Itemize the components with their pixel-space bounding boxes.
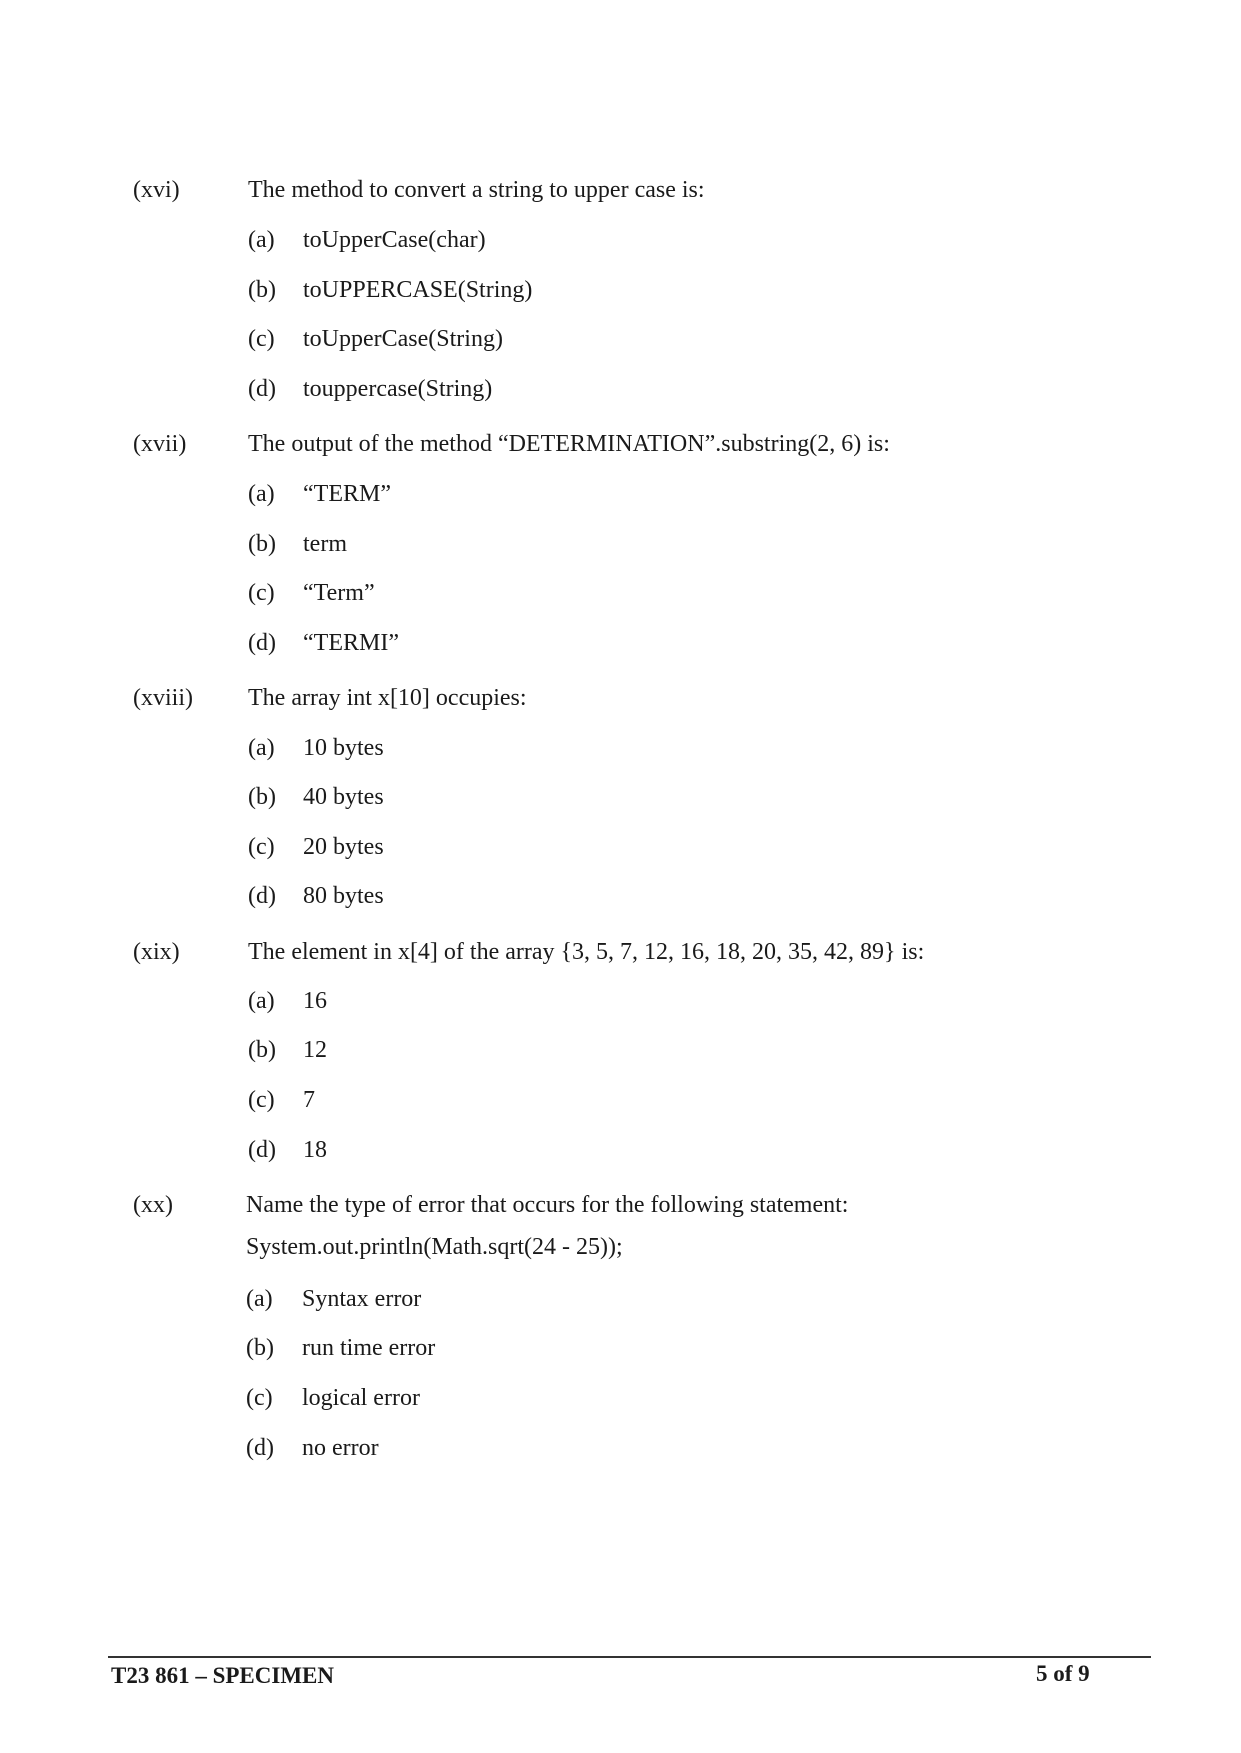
option-label: (a) bbox=[248, 481, 275, 507]
option-text: 10 bytes bbox=[303, 735, 384, 761]
option-label: (a) bbox=[246, 1286, 273, 1312]
question-text: The element in x[4] of the array {3, 5, 7, 12, 16, 18, 20, 35, 42, 89} is: bbox=[248, 939, 925, 965]
option-item bbox=[0, 1284, 800, 1314]
option-text: “Term” bbox=[303, 580, 375, 606]
question-number: (xix) bbox=[133, 939, 180, 965]
option-label: (c) bbox=[246, 1385, 273, 1411]
option-item bbox=[0, 782, 800, 812]
option-text: run time error bbox=[302, 1335, 436, 1361]
option-text: 40 bytes bbox=[303, 784, 384, 810]
option-text: 12 bbox=[303, 1037, 327, 1063]
option-item bbox=[0, 275, 800, 305]
option-label: (a) bbox=[248, 735, 275, 761]
option-item bbox=[0, 628, 800, 658]
question-text: The method to convert a string to upper case is: bbox=[248, 177, 705, 203]
option-text: Syntax error bbox=[302, 1286, 422, 1312]
question-number: (xvi) bbox=[133, 177, 180, 203]
option-item bbox=[0, 1433, 800, 1463]
option-text: 7 bbox=[303, 1087, 315, 1113]
option-item bbox=[0, 578, 800, 608]
option-label: (d) bbox=[248, 376, 276, 402]
option-text: touppercase(String) bbox=[303, 376, 493, 402]
option-text: 20 bytes bbox=[303, 834, 384, 860]
option-text: “TERMI” bbox=[303, 630, 399, 656]
page-number: 5 of 9 bbox=[1036, 1661, 1090, 1686]
question-number: (xviii) bbox=[133, 685, 193, 711]
option-label: (c) bbox=[248, 580, 275, 606]
question-number: (xvii) bbox=[133, 431, 187, 457]
option-item bbox=[0, 479, 800, 509]
option-item bbox=[0, 733, 800, 763]
option-text: logical error bbox=[302, 1385, 420, 1411]
option-label: (b) bbox=[246, 1335, 274, 1361]
option-item bbox=[0, 1035, 800, 1065]
option-label: (a) bbox=[248, 988, 275, 1014]
option-label: (d) bbox=[248, 883, 276, 909]
option-item bbox=[0, 832, 800, 862]
option-text: 80 bytes bbox=[303, 883, 384, 909]
option-label: (b) bbox=[248, 277, 276, 303]
option-item bbox=[0, 1333, 800, 1363]
option-label: (c) bbox=[248, 834, 275, 860]
option-item bbox=[0, 1383, 800, 1413]
option-item bbox=[0, 374, 800, 404]
option-item bbox=[0, 324, 800, 354]
option-text: toUpperCase(String) bbox=[303, 326, 503, 352]
option-text: “TERM” bbox=[303, 481, 391, 507]
option-label: (b) bbox=[248, 784, 276, 810]
option-text: 16 bbox=[303, 988, 327, 1014]
option-label: (d) bbox=[246, 1435, 274, 1461]
option-text: term bbox=[303, 531, 347, 557]
option-label: (b) bbox=[248, 1037, 276, 1063]
footer-divider bbox=[108, 1656, 1151, 1658]
option-text: toUpperCase(char) bbox=[303, 227, 486, 253]
question-text: The array int x[10] occupies: bbox=[248, 685, 527, 711]
option-item bbox=[0, 1135, 800, 1165]
option-text: no error bbox=[302, 1435, 379, 1461]
code-statement: System.out.println(Math.sqrt(24 - 25)); bbox=[246, 1234, 623, 1260]
option-item bbox=[0, 986, 800, 1016]
option-label: (d) bbox=[248, 1137, 276, 1163]
question-number: (xx) bbox=[133, 1192, 173, 1218]
option-label: (c) bbox=[248, 1087, 275, 1113]
paper-code: T23 861 – SPECIMEN bbox=[111, 1663, 334, 1688]
option-item bbox=[0, 225, 800, 255]
option-label: (b) bbox=[248, 531, 276, 557]
option-label: (c) bbox=[248, 326, 275, 352]
option-text: toUPPERCASE(String) bbox=[303, 277, 533, 303]
question-text: Name the type of error that occurs for the following statement: bbox=[246, 1192, 849, 1218]
option-label: (a) bbox=[248, 227, 275, 253]
option-label: (d) bbox=[248, 630, 276, 656]
option-item bbox=[0, 1085, 800, 1115]
question-text: The output of the method “DETERMINATION”.substring(2, 6) is: bbox=[248, 431, 890, 457]
option-text: 18 bbox=[303, 1137, 327, 1163]
option-item bbox=[0, 881, 800, 911]
option-item bbox=[0, 529, 800, 559]
